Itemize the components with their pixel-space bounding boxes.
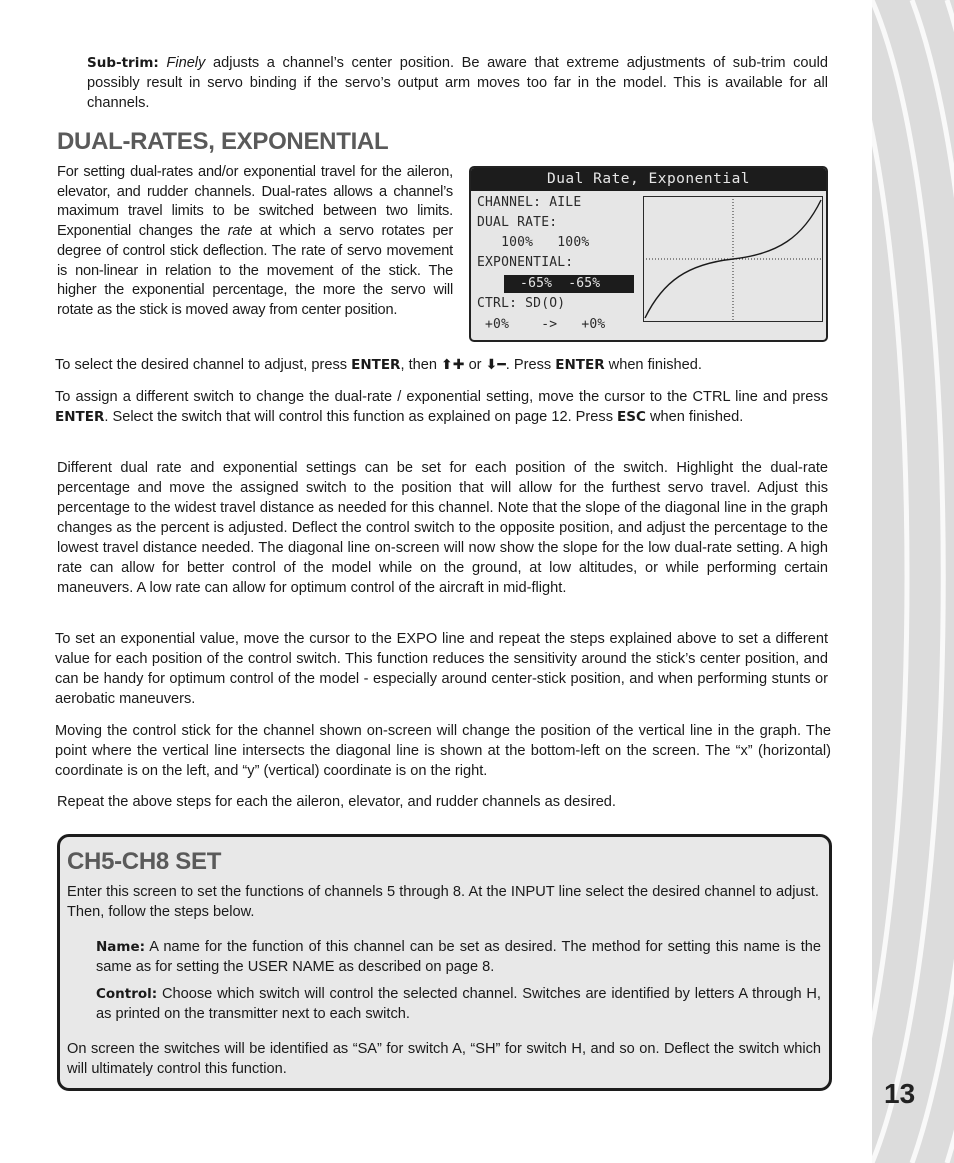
select-text-b: , then	[400, 357, 442, 373]
enter-key-label-3: ENTER	[55, 409, 105, 425]
lcd-ctrl: CTRL: SD(O)	[477, 296, 566, 311]
lcd-title: Dual Rate, Exponential	[471, 168, 826, 191]
page-number: 13	[884, 1078, 916, 1109]
lcd-dual-rate-values: 100% 100%	[477, 235, 590, 250]
esc-key-label: ESC	[617, 409, 646, 425]
dual-rates-intro	[57, 163, 453, 321]
intro-text-b: at which a servo rotates per degree of control stick deflection. The rate of servo movement is non-linear in relation to the movement of the stick. The higher the exponential percentage, the more the servo will rotate as the stick is moved away from center position.	[57, 223, 453, 318]
ch5-ch8-heading: CH5-CH8 SET	[67, 848, 222, 875]
different-settings-paragraph: Different dual rate and exponential settings can be set for each position of the switch. Highlight the dual-rate percentage and move the assigned switch to the position that will allow for the furthest servo travel. Adjust this percentage to the widest travel distance as needed for this channel. Note that the slope of the diagonal line in the graph changes as the percent is adjusted. Deflect the control switch to the opposite position, and adjust the percentage to the lowest travel distance needed. The diagonal line on-screen will now show the slope for the low dual-rate setting. A high rate can allow for better control of the model while on the ground, at low altitudes, or while performing certain maneuvers. A low rate can allow for optimum control of the aircraft in mid-flight.	[57, 460, 828, 596]
lcd-dual-rate-label: DUAL RATE:	[477, 215, 558, 230]
subtrim-label: Sub-trim:	[87, 55, 159, 71]
assign-paragraph	[55, 387, 828, 427]
control-paragraph	[96, 984, 821, 1024]
subtrim-paragraph	[87, 53, 828, 113]
ch5-intro: Enter this screen to set the functions of channels 5 through 8. At the INPUT line select the desired channel to adjust. Then, follow the steps below.	[67, 884, 819, 920]
assign-text-c: when finished.	[645, 409, 744, 425]
select-text-c: . Press	[505, 357, 556, 373]
intro-text-a: For setting dual-rates and/or exponential travel for the aileron, elevator, and rudder channels. Dual-rates allows a channel’s maximum travel limits to be switched between two limits. Exponential changes the	[57, 164, 453, 240]
lcd-screen	[469, 166, 828, 342]
enter-key-label-2: ENTER	[555, 357, 605, 373]
down-minus-icon: ⬇━	[485, 357, 506, 373]
intro-emphasis: rate	[227, 223, 253, 240]
lcd-expo-values: -65% -65%	[504, 276, 601, 291]
enter-key-label: ENTER	[351, 357, 401, 373]
subtrim-text: adjusts a channel’s center position. Be aware that extreme adjustments of sub-trim could possibly result in servo binding if the servo’s output arm moves too far in the model. This is available for all channels.	[87, 55, 828, 111]
subtrim-emphasis: Finely	[166, 55, 206, 71]
select-text-a: To select the desired channel to adjust, press	[55, 357, 352, 373]
control-label: Control:	[96, 986, 158, 1002]
control-text: Choose which switch will control the selected channel. Switches are identified by letters A through H, as printed on the transmitter next to each switch.	[96, 986, 821, 1022]
lcd-coords: +0% -> +0%	[477, 317, 606, 332]
name-paragraph	[96, 937, 821, 977]
assign-text-a: To assign a different switch to change the dual-rate / exponential setting, move the cursor to the CTRL line and press	[55, 389, 828, 405]
onscreen-paragraph: On screen the switches will be identified as “SA” for switch A, “SH” for switch H, and so on. Deflect the switch which will ultimately control this function.	[67, 1041, 821, 1077]
lcd-expo-label: EXPONENTIAL:	[477, 255, 574, 270]
expo-paragraph: To set an exponential value, move the cursor to the EXPO line and repeat the steps explained above to set a different value for each position of the control switch. This function reduces the sensitivity around the stick’s center position, and can be handy for optimum control of the model - especially around center-stick position, and when performing stunts or aerobatic maneuvers.	[55, 631, 828, 707]
select-text-d: when finished.	[604, 357, 702, 373]
moving-stick-paragraph: Moving the control stick for the channel shown on-screen will change the position of the vertical line in the graph. The point where the vertical line intersects the diagonal line is shown at the bottom-left on the screen. The “x” (horizontal) coordinate is on the left, and “y” (vertical) coordinate is on the right.	[55, 723, 831, 779]
select-paragraph	[55, 355, 835, 375]
name-label: Name:	[96, 939, 146, 955]
up-plus-icon: ⬆✚	[441, 357, 465, 373]
expo-curve-graph	[643, 196, 823, 322]
dual-rates-heading: DUAL-RATES, EXPONENTIAL	[57, 128, 389, 155]
repeat-paragraph: Repeat the above steps for each the aileron, elevator, and rudder channels as desired.	[57, 794, 616, 810]
select-or: or	[464, 357, 486, 373]
decorative-arcs	[872, 0, 954, 1163]
assign-text-b: . Select the switch that will control this function as explained on page 12. Press	[104, 409, 618, 425]
name-text: A name for the function of this channel can be set as desired. The method for setting this name is the same as for setting the USER NAME as described on page 8.	[96, 939, 821, 975]
lcd-channel: CHANNEL: AILE	[477, 195, 582, 210]
page-sidebar	[872, 0, 954, 1163]
